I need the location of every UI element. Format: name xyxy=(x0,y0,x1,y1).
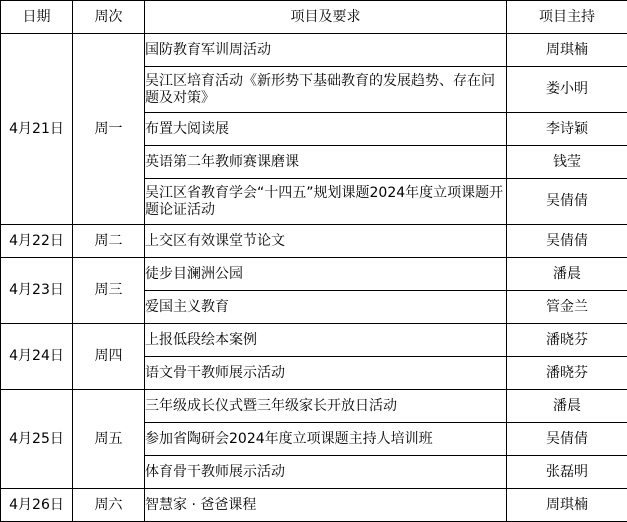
header-row xyxy=(1,1,627,34)
header-date: 日期 xyxy=(1,1,73,34)
owner-cell: 吴倩倩 xyxy=(507,179,627,225)
schedule-body xyxy=(1,34,627,522)
weekday-cell: 周二 xyxy=(73,225,145,258)
table-row xyxy=(1,489,627,522)
table-row xyxy=(1,390,627,423)
date-cell: 4月25日 xyxy=(1,390,73,489)
owner-cell: 潘晨 xyxy=(507,390,627,423)
item-cell: 体育骨干教师展示活动 xyxy=(145,456,507,489)
item-cell: 国防教育军训周活动 xyxy=(145,34,507,67)
owner-cell: 潘晓芬 xyxy=(507,324,627,357)
owner-cell: 周琪楠 xyxy=(507,489,627,522)
item-cell: 参加省陶研会2024年度立项课题主持人培训班 xyxy=(145,423,507,456)
weekday-cell: 周三 xyxy=(73,258,145,324)
owner-cell: 吴倩倩 xyxy=(507,225,627,258)
owner-cell: 张磊明 xyxy=(507,456,627,489)
weekday-cell: 周四 xyxy=(73,324,145,390)
item-cell: 吴江区省教育学会“十四五”规划课题2024年度立项课题开题论证活动 xyxy=(145,179,507,225)
item-cell: 布置大阅读展 xyxy=(145,113,507,146)
owner-cell: 李诗颖 xyxy=(507,113,627,146)
item-cell: 上报低段绘本案例 xyxy=(145,324,507,357)
date-cell: 4月26日 xyxy=(1,489,73,522)
item-cell: 爱国主义教育 xyxy=(145,291,507,324)
owner-cell: 潘晨 xyxy=(507,258,627,291)
owner-cell: 钱莹 xyxy=(507,146,627,179)
item-cell: 语文骨干教师展示活动 xyxy=(145,357,507,390)
table-row xyxy=(1,225,627,258)
table-row xyxy=(1,258,627,291)
weekday-cell: 周一 xyxy=(73,34,145,225)
item-cell: 智慧家 · 爸爸课程 xyxy=(145,489,507,522)
item-cell: 三年级成长仪式暨三年级家长开放日活动 xyxy=(145,390,507,423)
date-cell: 4月21日 xyxy=(1,34,73,225)
owner-cell: 管金兰 xyxy=(507,291,627,324)
owner-cell: 吴倩倩 xyxy=(507,423,627,456)
date-cell: 4月22日 xyxy=(1,225,73,258)
header-weekday: 周次 xyxy=(73,1,145,34)
owner-cell: 周琪楠 xyxy=(507,34,627,67)
item-cell: 吴江区培育活动《新形势下基础教育的发展趋势、存在问题及对策》 xyxy=(145,67,507,113)
owner-cell: 潘晓芬 xyxy=(507,357,627,390)
item-cell: 徒步目澜洲公园 xyxy=(145,258,507,291)
table-row xyxy=(1,34,627,67)
date-cell: 4月24日 xyxy=(1,324,73,390)
header-owner: 项目主持 xyxy=(507,1,627,34)
header-item: 项目及要求 xyxy=(145,1,507,34)
weekday-cell: 周六 xyxy=(73,489,145,522)
owner-cell: 娄小明 xyxy=(507,67,627,113)
table-row xyxy=(1,324,627,357)
date-cell: 4月23日 xyxy=(1,258,73,324)
weekday-cell: 周五 xyxy=(73,390,145,489)
item-cell: 上交区有效课堂节论文 xyxy=(145,225,507,258)
item-cell: 英语第二年教师赛课磨课 xyxy=(145,146,507,179)
